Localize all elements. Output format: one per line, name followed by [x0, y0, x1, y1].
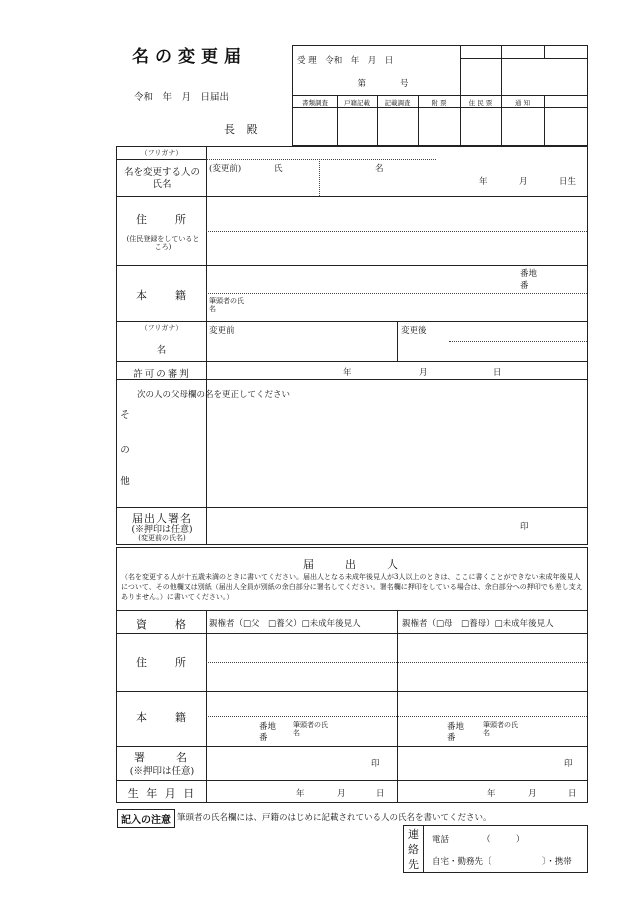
- permission-year-mark: 年: [343, 368, 352, 378]
- other-label-2: の: [120, 445, 130, 456]
- other-text: 次の人の父母欄の名を更正してください: [137, 390, 291, 400]
- reception-box: [292, 45, 588, 146]
- head-of-family-label: 筆頭者の氏名: [209, 297, 244, 313]
- phone-paren: （ ）: [482, 835, 525, 845]
- right-month: 月: [528, 789, 537, 799]
- addressee: 長 殿: [224, 123, 262, 136]
- after-name-mark: 変更後: [401, 326, 427, 336]
- birth-day-mark: 日生: [559, 177, 577, 187]
- reception-col-2: 戸籍記載: [344, 99, 370, 107]
- mobile-label: 〕・携帯: [542, 857, 572, 867]
- other-label-3: 他: [120, 476, 130, 487]
- before-name-mark: 変更前: [209, 326, 235, 336]
- right-year: 年: [487, 789, 496, 799]
- reception-col-5: 住 民 票: [468, 99, 493, 107]
- permission-day-mark: 日: [493, 368, 502, 378]
- address-note: (住民登録をしているところ): [126, 235, 200, 251]
- before-change-mark: (変更前): [209, 164, 242, 174]
- right-head-of-family: 筆頭者の氏名: [483, 721, 518, 737]
- left-ban: 番: [259, 733, 268, 743]
- notifier-signature-label: 署 名: [134, 751, 190, 764]
- ban-mark: 番: [520, 281, 529, 291]
- name-label: 名: [156, 345, 167, 356]
- birth-year-mark: 年: [479, 177, 488, 187]
- seal-mark: 印: [520, 522, 529, 532]
- notice-label: 記入の注意: [117, 809, 175, 828]
- filing-date-line: 令和 年 月 日届出: [134, 92, 230, 103]
- person-name-label: 名を変更する人の氏名: [123, 167, 200, 190]
- honseki-label: 本 籍: [136, 289, 188, 302]
- right-qualification: 親権者（□母 □養母）□未成年後見人: [402, 619, 554, 629]
- reception-col-1: 書類調査: [302, 99, 328, 107]
- furigana-label-2: （フリガナ）: [140, 324, 183, 332]
- notifier-table: [116, 547, 588, 803]
- reception-col-4: 附 票: [431, 99, 447, 107]
- left-banchi: 番地: [259, 722, 277, 732]
- banchi-mark: 番地: [520, 269, 538, 279]
- right-banchi: 番地: [447, 722, 465, 732]
- main-form-table: [116, 146, 588, 545]
- given-name-mark: 名: [375, 164, 384, 174]
- left-year: 年: [296, 789, 305, 799]
- contact-box: [403, 825, 588, 873]
- left-month: 月: [337, 789, 346, 799]
- form-title: 名の変更届: [132, 47, 247, 67]
- signature-sub: (変更前の氏名): [138, 534, 186, 542]
- right-day: 日: [568, 789, 577, 799]
- notifier-honseki-label: 本 籍: [136, 711, 188, 724]
- phone-label: 電話: [432, 835, 450, 845]
- left-seal-mark: 印: [371, 759, 380, 769]
- notifier-title: 届 出 人: [303, 558, 401, 571]
- notice-text: 筆頭者の氏名欄には、戸籍のはじめに記載されている人の氏名を書いてください。: [177, 813, 492, 823]
- reception-col-6: 通 知: [514, 99, 531, 107]
- birth-date-label: 生 年 月 日: [127, 787, 197, 800]
- birth-month-mark: 月: [519, 177, 528, 187]
- surname-mark: 氏: [274, 164, 283, 174]
- other-label-1: そ: [120, 410, 130, 421]
- reception-date: 受 理 令和 年 月 日: [297, 56, 394, 66]
- left-qualification: 親権者（□父 □養父）□未成年後見人: [209, 619, 361, 629]
- reception-col-3: 記載調査: [384, 99, 411, 107]
- right-seal-mark: 印: [564, 759, 573, 769]
- notifier-signature-note: (※押印は任意): [129, 766, 195, 777]
- home-work-label: 自宅・勤務先〔: [432, 857, 492, 867]
- notifier-note: （名を変更する人が十五歳未満のときに書いてください。届出人となる未成年後見人が3人以上のときは、ここに書くことができない未成年後見人について、その他欄又は別紙（届出人全員が別紙の余白部分に署名してください。署名欄に押印をしている場合は、余白部分への押印でも差し支えありません。）に書いてください。）: [121, 573, 583, 601]
- signature-note: (※押印は任意): [131, 525, 193, 535]
- address-label: 住 所: [136, 213, 188, 226]
- notifier-address-label: 住 所: [136, 656, 188, 669]
- qualification-label: 資 格: [136, 618, 188, 631]
- left-head-of-family: 筆頭者の氏名: [293, 721, 328, 737]
- left-day: 日: [376, 789, 385, 799]
- permission-label: 許可の審判: [133, 369, 191, 380]
- permission-month-mark: 月: [419, 368, 428, 378]
- reception-number: 第 号: [357, 79, 409, 89]
- contact-head: 連絡先: [404, 826, 424, 872]
- signature-label: 届出人署名: [132, 512, 192, 525]
- furigana-label: （フリガナ）: [140, 149, 183, 157]
- right-ban: 番: [447, 733, 456, 743]
